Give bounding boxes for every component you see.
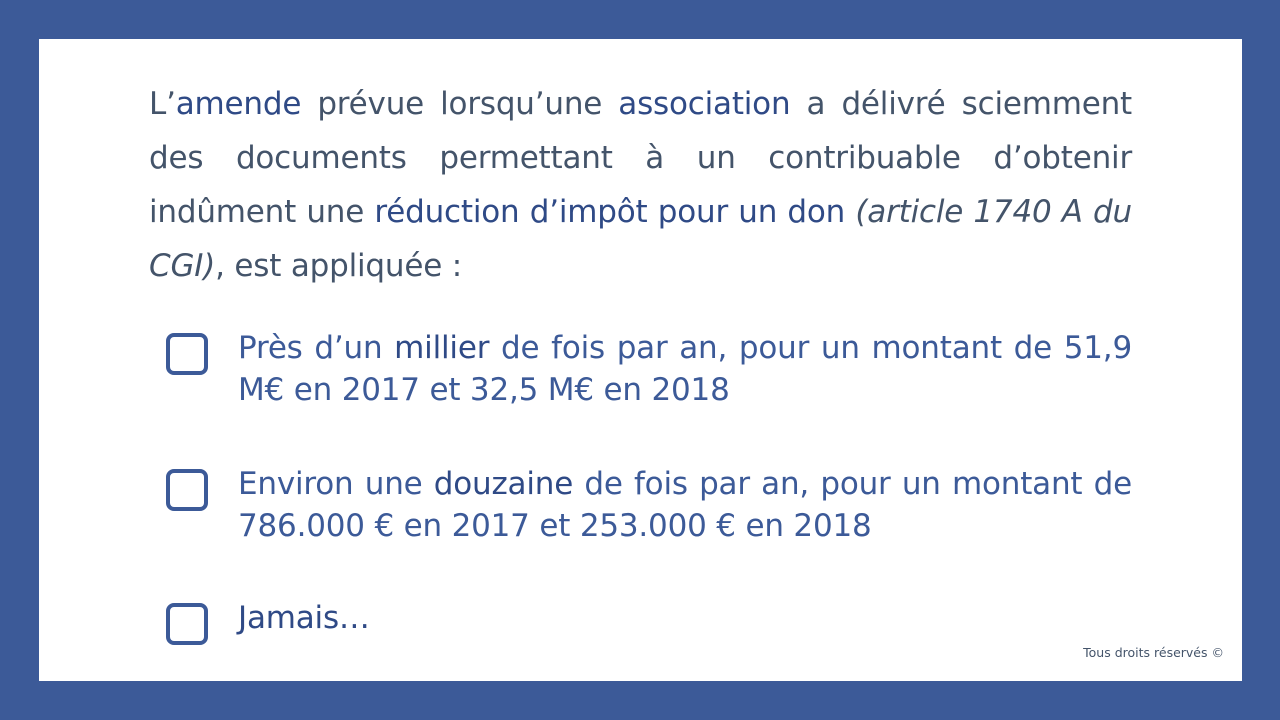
question-keyword-amende: amende [175,86,302,122]
option-text: de fois par an, pour un montant de 786.000 € en 2017 et 253.000 € en 2018 [238,466,1132,544]
question-part: L’ [149,86,176,122]
answer-option-1-label [238,327,1132,411]
question-keyword-association: association [618,86,791,122]
question-keyword-reduction: réduction d’impôt pour un don [374,194,846,230]
question-reference: (article 1740 A du CGI) [149,194,1132,284]
option-text: de fois par an, pour un montant de 51,9 M€ en 2017 et 32,5 M€ en 2018 [238,330,1132,408]
checkbox-icon[interactable] [166,603,208,645]
checkbox-icon[interactable] [166,333,208,375]
option-text: Environ une [238,466,434,502]
answer-option-3[interactable] [166,597,1132,645]
answer-option-2-label [238,463,1132,547]
question-part [845,194,855,230]
option-keyword: millier [394,330,490,366]
answer-option-3-label [238,597,1132,639]
question-part: prévue lorsqu’une [301,86,619,122]
answer-option-1[interactable] [166,327,1132,411]
option-keyword: douzaine [433,466,574,502]
checkbox-icon[interactable] [166,469,208,511]
copyright-footer: Tous droits réservés © [1083,645,1224,660]
question-part: , est appliquée : [215,248,462,284]
option-text: Près d’un [238,330,395,366]
question-text [149,77,1132,293]
option-text: Jamais… [238,600,370,636]
question-part: a délivré sciemment des documents permettant à un contribuable d’obtenir indûment une [149,86,1132,230]
slide-card [39,39,1242,681]
answer-option-2[interactable] [166,463,1132,547]
